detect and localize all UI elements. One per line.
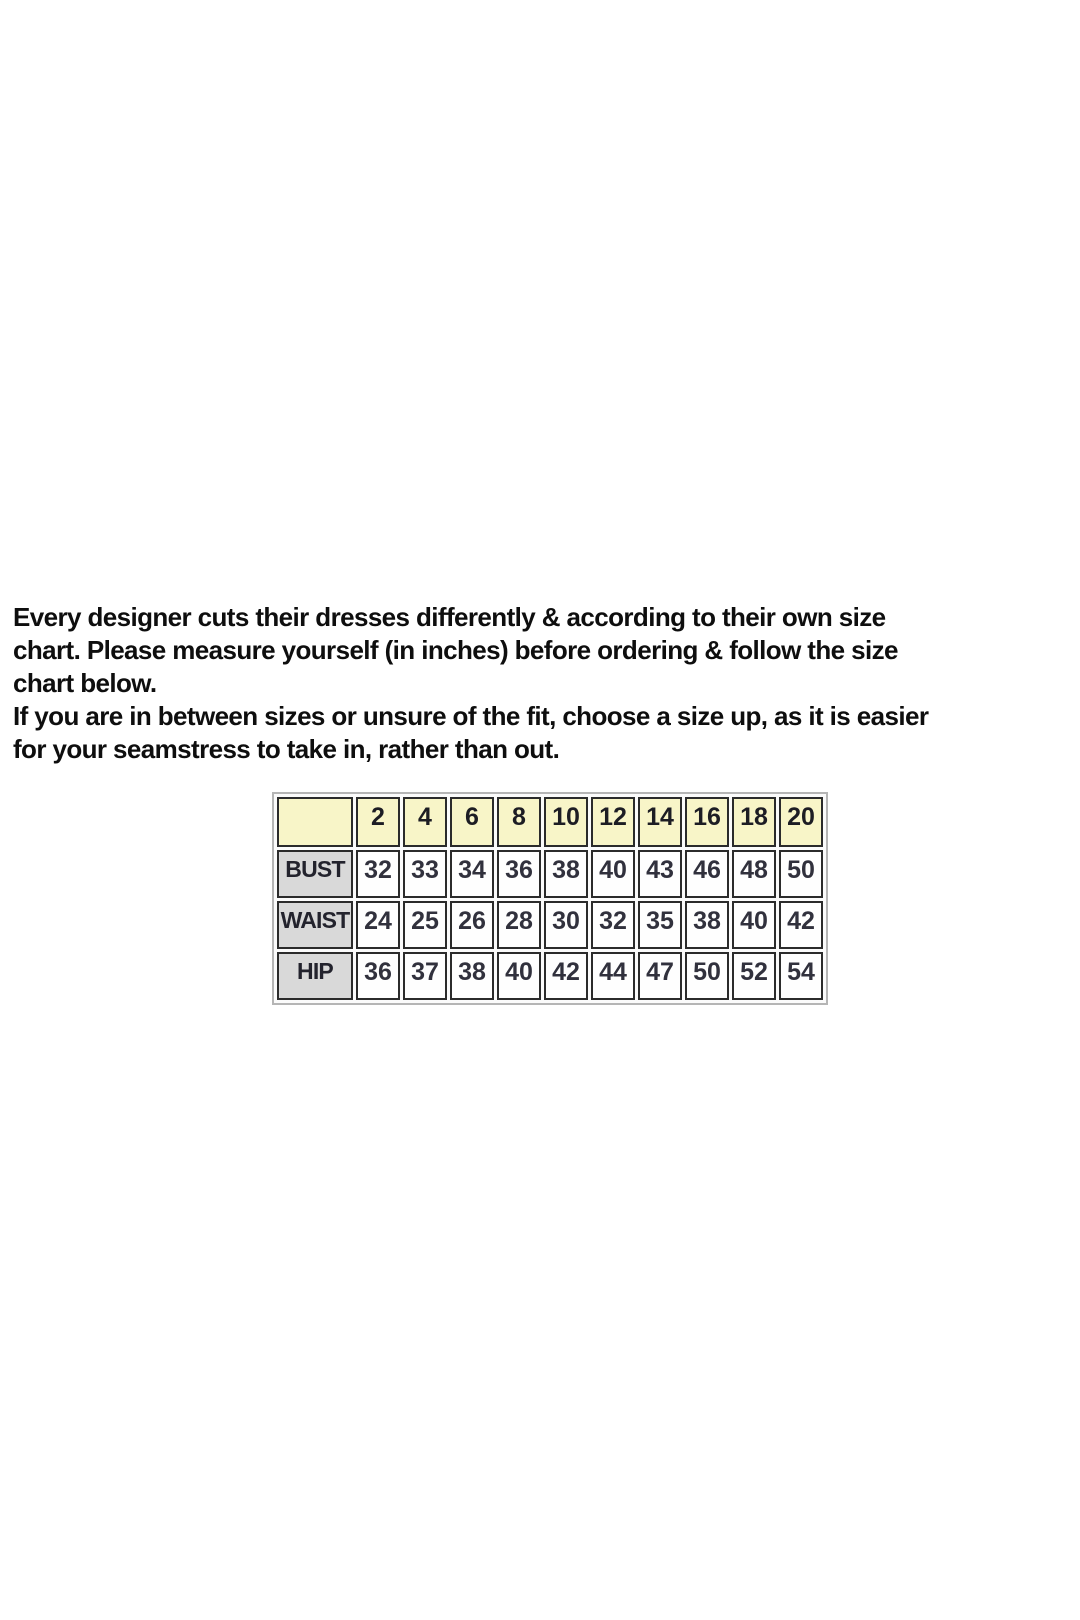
bust-value: 36 bbox=[497, 850, 541, 898]
waist-value: 35 bbox=[638, 901, 682, 949]
hip-value: 47 bbox=[638, 952, 682, 1000]
bust-value: 50 bbox=[779, 850, 823, 898]
size-chart-table bbox=[272, 792, 828, 1005]
waist-value: 40 bbox=[732, 901, 776, 949]
intro-line-3: chart below. bbox=[13, 668, 157, 698]
waist-value: 26 bbox=[450, 901, 494, 949]
hip-value: 37 bbox=[403, 952, 447, 1000]
bust-value: 32 bbox=[356, 850, 400, 898]
hip-value: 50 bbox=[685, 952, 729, 1000]
hip-value: 40 bbox=[497, 952, 541, 1000]
size-column-header: 10 bbox=[544, 797, 588, 847]
hip-value: 54 bbox=[779, 952, 823, 1000]
hip-row-label: HIP bbox=[277, 952, 353, 1000]
size-column-header: 4 bbox=[403, 797, 447, 847]
intro-line-2: chart. Please measure yourself (in inches) before ordering & follow the size bbox=[13, 635, 898, 665]
waist-value: 38 bbox=[685, 901, 729, 949]
bust-value: 46 bbox=[685, 850, 729, 898]
hip-value: 36 bbox=[356, 952, 400, 1000]
bust-value: 34 bbox=[450, 850, 494, 898]
waist-value: 28 bbox=[497, 901, 541, 949]
size-column-header: 2 bbox=[356, 797, 400, 847]
bust-value: 43 bbox=[638, 850, 682, 898]
size-column-header: 14 bbox=[638, 797, 682, 847]
waist-row bbox=[277, 901, 823, 949]
size-column-header: 8 bbox=[497, 797, 541, 847]
corner-cell bbox=[277, 797, 353, 847]
bust-value: 38 bbox=[544, 850, 588, 898]
hip-value: 44 bbox=[591, 952, 635, 1000]
hip-value: 38 bbox=[450, 952, 494, 1000]
hip-row bbox=[277, 952, 823, 1000]
size-column-header: 20 bbox=[779, 797, 823, 847]
size-header-row bbox=[277, 797, 823, 847]
intro-line-4: If you are in between sizes or unsure of the fit, choose a size up, as it is easier bbox=[13, 701, 929, 731]
waist-value: 32 bbox=[591, 901, 635, 949]
waist-value: 30 bbox=[544, 901, 588, 949]
bust-row-label: BUST bbox=[277, 850, 353, 898]
hip-value: 52 bbox=[732, 952, 776, 1000]
intro-line-1: Every designer cuts their dresses differently & according to their own size bbox=[13, 602, 886, 632]
bust-value: 48 bbox=[732, 850, 776, 898]
size-column-header: 16 bbox=[685, 797, 729, 847]
size-column-header: 12 bbox=[591, 797, 635, 847]
bust-value: 33 bbox=[403, 850, 447, 898]
waist-value: 42 bbox=[779, 901, 823, 949]
size-guide-text bbox=[13, 601, 928, 766]
intro-line-5: for your seamstress to take in, rather than out. bbox=[13, 734, 560, 764]
waist-value: 24 bbox=[356, 901, 400, 949]
bust-value: 40 bbox=[591, 850, 635, 898]
size-column-header: 18 bbox=[732, 797, 776, 847]
hip-value: 42 bbox=[544, 952, 588, 1000]
waist-value: 25 bbox=[403, 901, 447, 949]
bust-row bbox=[277, 850, 823, 898]
size-column-header: 6 bbox=[450, 797, 494, 847]
waist-row-label: WAIST bbox=[277, 901, 353, 949]
